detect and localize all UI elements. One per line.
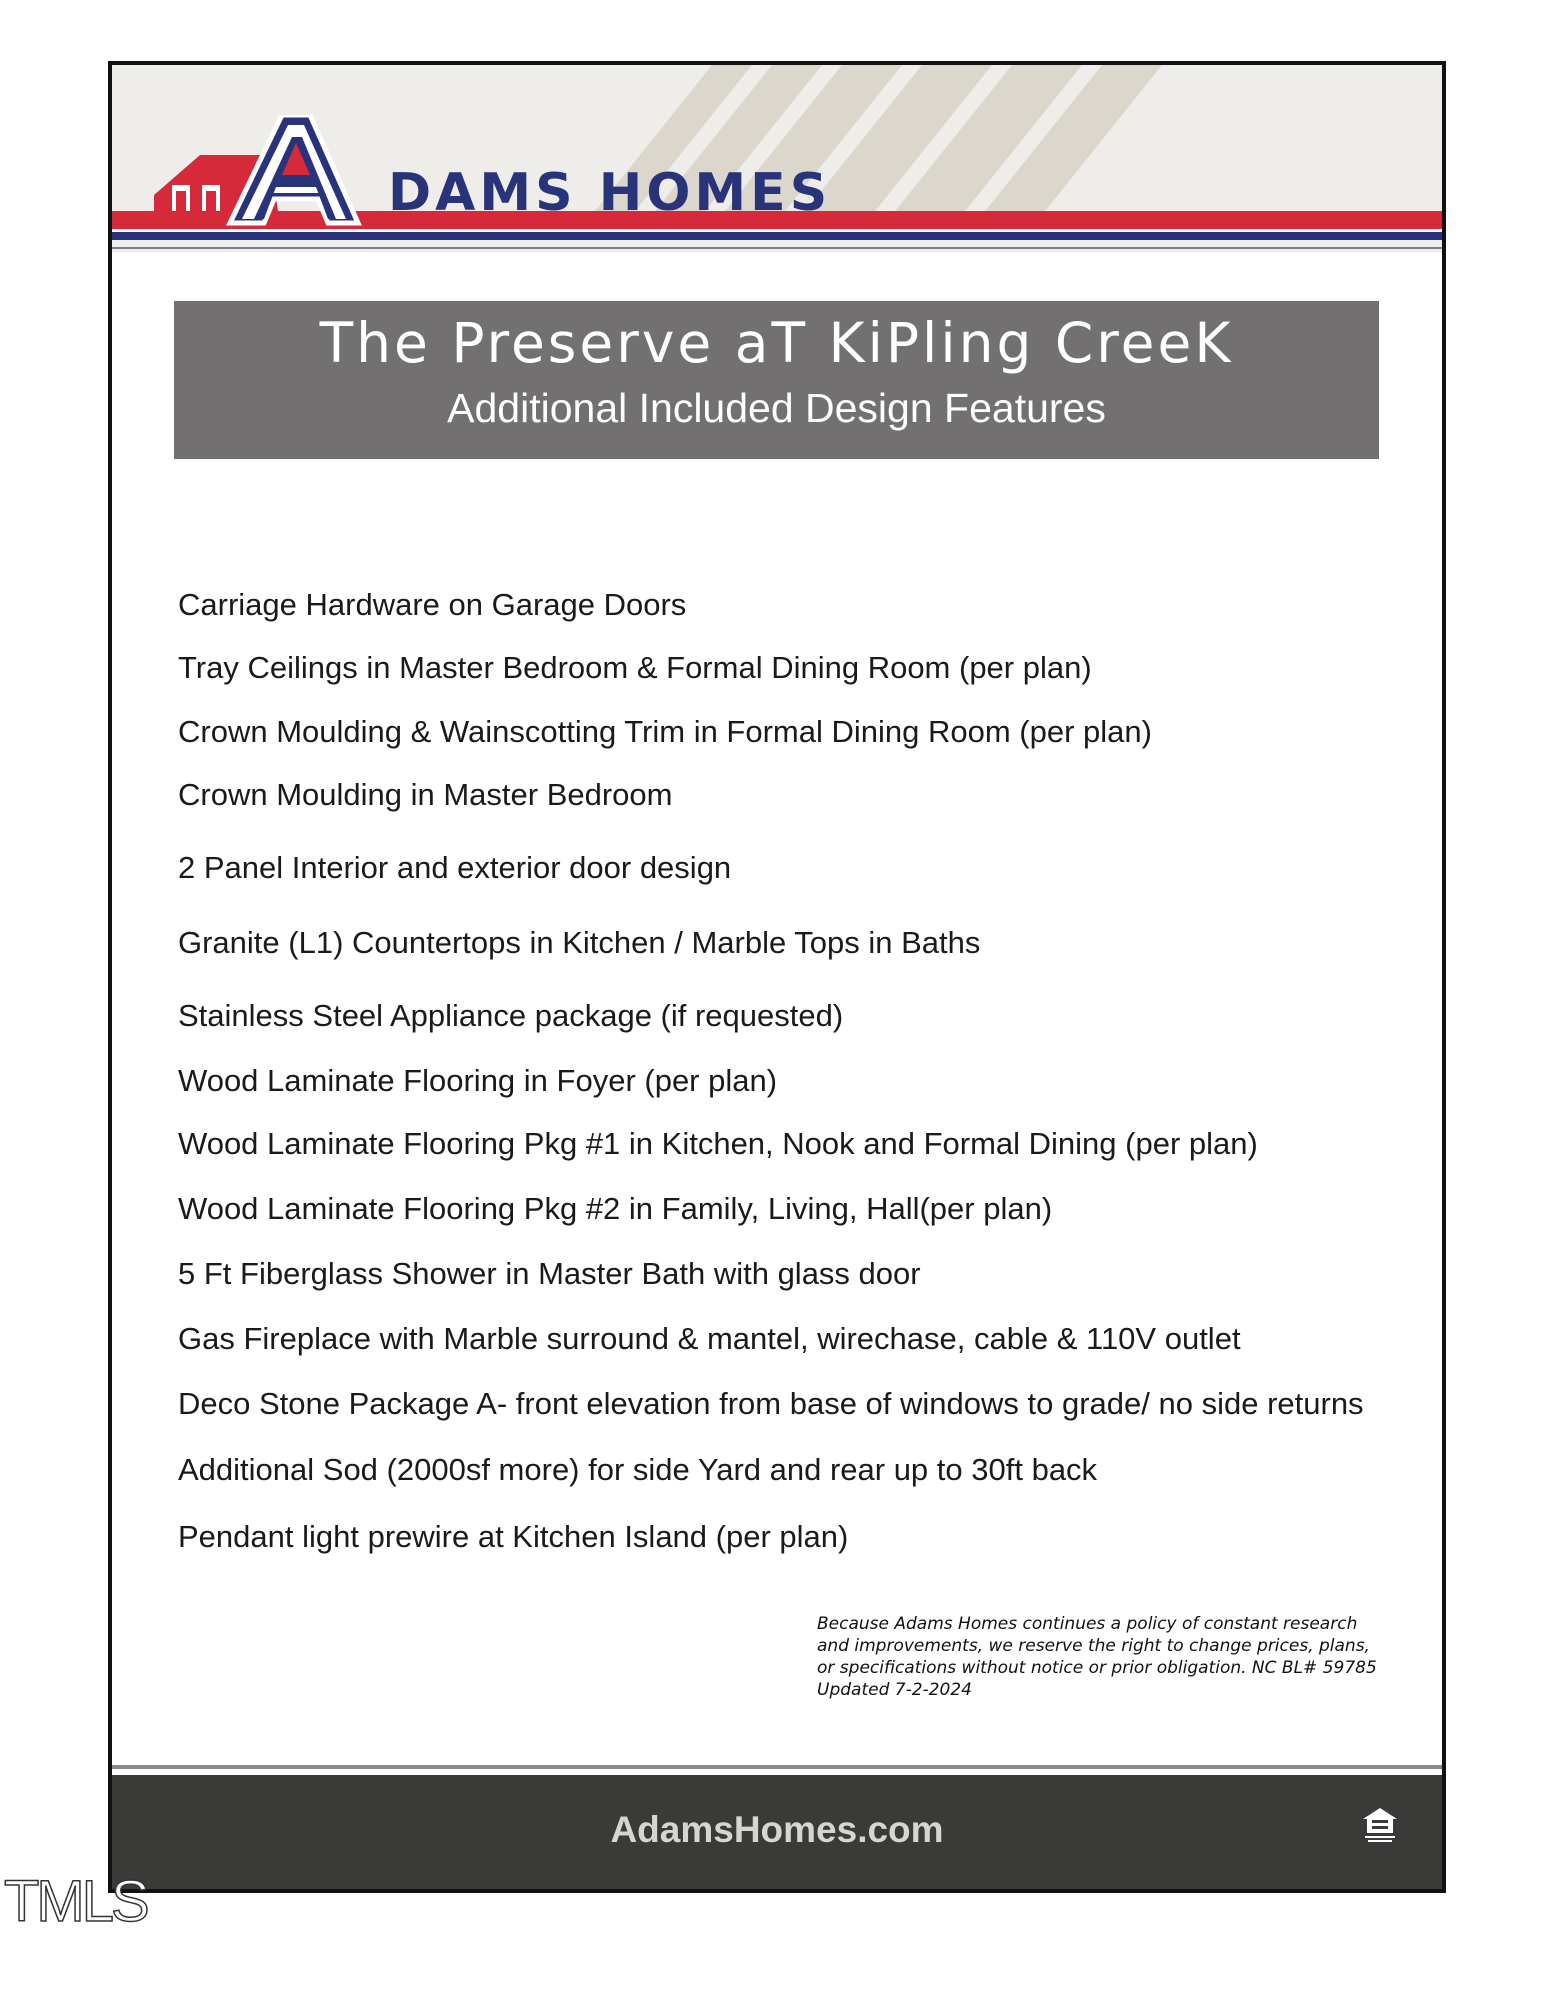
title-banner bbox=[174, 301, 1379, 459]
list-item: Additional Sod (2000sf more) for side Yard and rear up to 30ft back bbox=[178, 1452, 1098, 1487]
disclaimer bbox=[817, 1613, 1417, 1701]
footer-rule bbox=[112, 1765, 1442, 1769]
list-item: Carriage Hardware on Garage Doors bbox=[178, 587, 687, 622]
list-item: Wood Laminate Flooring Pkg #2 in Family, Living, Hall(per plan) bbox=[178, 1191, 1053, 1226]
list-item: Stainless Steel Appliance package (if requested) bbox=[178, 998, 844, 1033]
list-item: Crown Moulding & Wainscotting Trim in Formal Dining Room (per plan) bbox=[178, 714, 1152, 749]
brand-header bbox=[112, 65, 1442, 252]
logo-letter-text: A bbox=[383, 209, 384, 210]
flyer-page bbox=[108, 61, 1446, 1893]
website-link[interactable]: AdamsHomes.com bbox=[610, 1809, 944, 1850]
brand-name: DAMS HOMES bbox=[388, 163, 832, 223]
mls-watermark: TMLS bbox=[4, 1869, 147, 1934]
footer-bar bbox=[112, 1775, 1442, 1889]
equal-housing-opportunity-icon bbox=[1360, 1805, 1400, 1845]
disclaimer-updated: Updated 7-2-2024 bbox=[817, 1680, 972, 1700]
disclaimer-line: or specifications without notice or prior obligation. NC BL# 59785 bbox=[817, 1658, 1377, 1678]
list-item: Gas Fireplace with Marble surround & mantel, wirechase, cable & 110V outlet bbox=[178, 1321, 1241, 1356]
list-item: Granite (L1) Countertops in Kitchen / Marble Tops in Baths bbox=[178, 925, 981, 960]
list-item: 5 Ft Fiberglass Shower in Master Bath with glass door bbox=[178, 1256, 921, 1291]
list-item: Deco Stone Package A- front elevation from base of windows to grade/ no side returns bbox=[178, 1386, 1364, 1421]
header-rule bbox=[112, 247, 1442, 249]
community-title: The Preserve aT KiPling CreeK bbox=[319, 311, 1234, 375]
list-item: Crown Moulding in Master Bedroom bbox=[178, 777, 673, 812]
disclaimer-line: Because Adams Homes continues a policy of constant research bbox=[817, 1614, 1358, 1634]
banner-subtitle: Additional Included Design Features bbox=[447, 385, 1106, 431]
list-item: Wood Laminate Flooring in Foyer (per plan) bbox=[178, 1063, 778, 1098]
list-item: 2 Panel Interior and exterior door design bbox=[178, 850, 732, 885]
list-item: Wood Laminate Flooring Pkg #1 in Kitchen, Nook and Formal Dining (per plan) bbox=[178, 1126, 1258, 1161]
disclaimer-line: and improvements, we reserve the right to change prices, plans, bbox=[817, 1636, 1370, 1656]
list-item: Tray Ceilings in Master Bedroom & Formal Dining Room (per plan) bbox=[178, 650, 1092, 685]
list-item: Pendant light prewire at Kitchen Island (per plan) bbox=[178, 1519, 849, 1554]
adams-homes-logo bbox=[152, 115, 392, 235]
